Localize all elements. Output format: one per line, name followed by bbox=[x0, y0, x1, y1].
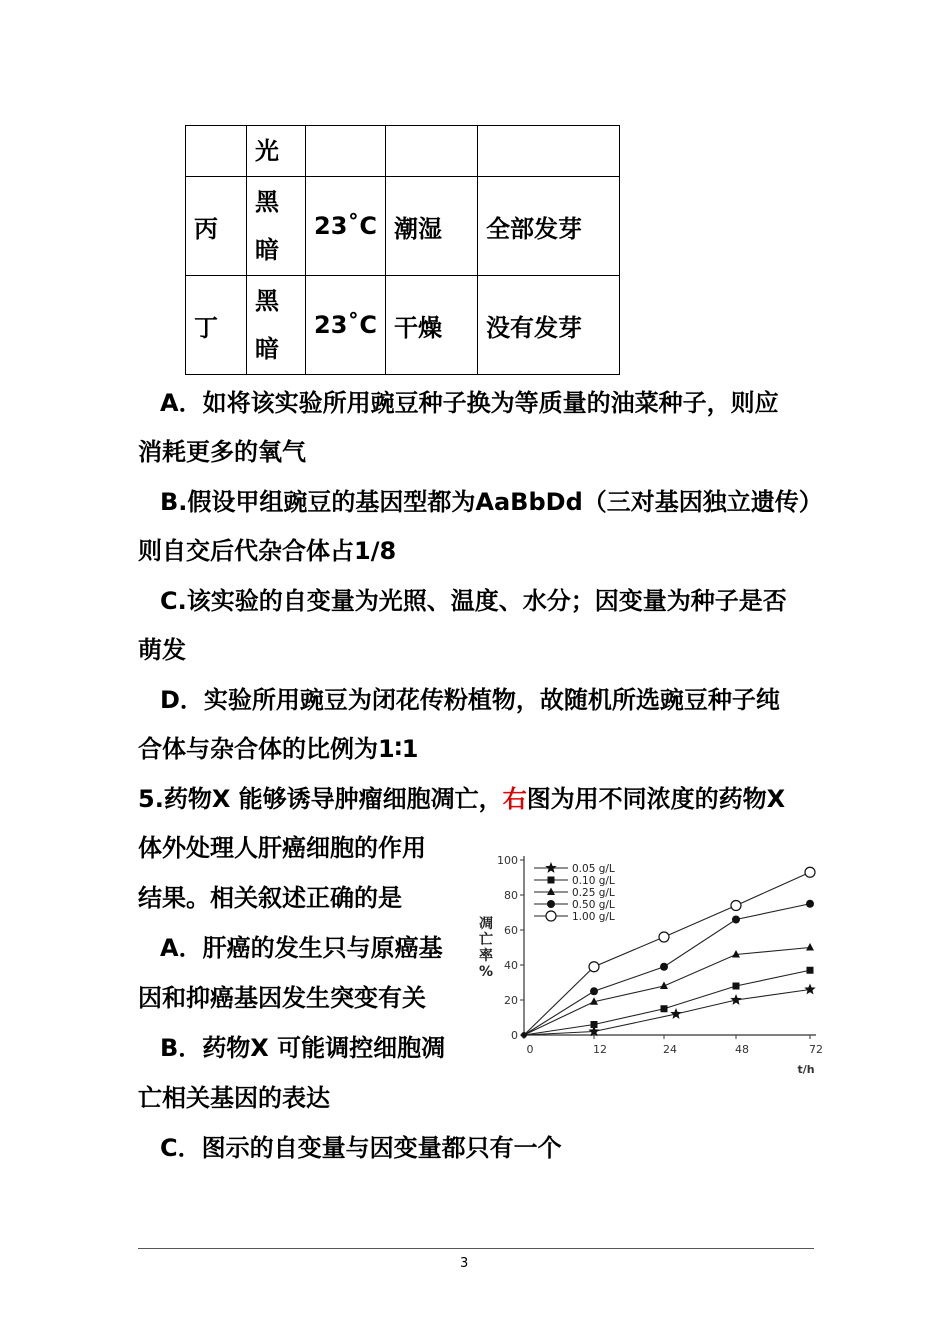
x-tick-label: 48 bbox=[735, 1043, 749, 1056]
series-line bbox=[524, 948, 810, 1036]
question-5-line3: 结果。相关叙述正确的是 bbox=[138, 884, 402, 912]
y-tick-label: 0 bbox=[511, 1029, 518, 1042]
option-a-line2: 消耗更多的氧气 bbox=[138, 438, 306, 466]
option-c-line1: C.该实验的自变量为光照、温度、水分；因变量为种子是否 bbox=[160, 587, 787, 615]
cell-text: 黑 bbox=[255, 287, 279, 315]
data-point bbox=[590, 987, 598, 995]
legend-label: 1.00 g/L bbox=[572, 911, 615, 923]
table-cell: 丙 bbox=[186, 177, 247, 276]
legend-marker bbox=[547, 888, 555, 896]
option-c-line2: 萌发 bbox=[138, 636, 186, 664]
table-cell bbox=[386, 126, 478, 177]
table-cell bbox=[247, 177, 306, 276]
data-point bbox=[659, 932, 669, 942]
table-cell bbox=[247, 276, 306, 375]
cell-text: 黑 bbox=[255, 188, 279, 216]
data-point bbox=[521, 1032, 527, 1038]
legend-label: 0.10 g/L bbox=[572, 875, 615, 887]
y-axis-label: 率 bbox=[479, 948, 493, 964]
data-point bbox=[731, 901, 741, 911]
y-tick-label: 100 bbox=[497, 854, 518, 867]
data-point bbox=[733, 983, 740, 990]
x-tick-label: 12 bbox=[593, 1043, 607, 1056]
table-cell: 23˚C bbox=[306, 177, 386, 276]
table-cell: 潮湿 bbox=[386, 177, 478, 276]
cell-text: 暗 bbox=[255, 236, 279, 264]
option-b-line2: 则自交后代杂合体占1/8 bbox=[138, 537, 397, 565]
data-point bbox=[661, 1005, 668, 1012]
legend-marker bbox=[546, 911, 556, 921]
page-number: 3 bbox=[460, 1256, 469, 1271]
data-point bbox=[732, 916, 740, 924]
table-row bbox=[186, 276, 620, 375]
table-row bbox=[186, 126, 620, 177]
y-axis-label: 凋 bbox=[479, 916, 493, 932]
apoptosis-line-chart bbox=[478, 848, 823, 1078]
x-tick-label: 0 bbox=[526, 1043, 534, 1056]
y-tick-label: 60 bbox=[504, 924, 518, 937]
footer-divider bbox=[138, 1248, 814, 1249]
q5-option-a-line1: A．肝癌的发生只与原癌基 bbox=[160, 934, 443, 962]
data-point bbox=[805, 867, 815, 877]
table-cell: 全部发芽 bbox=[478, 177, 620, 276]
legend-label: 0.05 g/L bbox=[572, 863, 615, 875]
data-point bbox=[804, 984, 815, 995]
table-row bbox=[186, 177, 620, 276]
legend-marker bbox=[545, 862, 556, 873]
data-point bbox=[730, 994, 741, 1005]
legend-marker bbox=[548, 877, 555, 884]
intro-highlight: 右 bbox=[502, 785, 527, 813]
intro-text: 5.药物X 能够诱导肿瘤细胞凋亡， bbox=[138, 785, 503, 813]
data-point bbox=[670, 1008, 681, 1019]
x-axis-label: t/h bbox=[797, 1063, 815, 1076]
table-cell bbox=[186, 126, 247, 177]
q5-option-b-line1: B．药物X 可能调控细胞凋 bbox=[160, 1034, 446, 1062]
q5-option-b-line2: 亡相关基因的表达 bbox=[138, 1084, 330, 1112]
legend-marker bbox=[547, 900, 555, 908]
table-cell bbox=[478, 126, 620, 177]
legend-label: 0.50 g/L bbox=[572, 899, 615, 911]
series-line bbox=[524, 970, 810, 1035]
data-point bbox=[591, 1021, 598, 1028]
option-d-line2: 合体与杂合体的比例为1∶1 bbox=[138, 735, 419, 763]
table-cell bbox=[306, 126, 386, 177]
legend-label: 0.25 g/L bbox=[572, 887, 615, 899]
option-b-line1: B.假设甲组豌豆的基因型都为AaBbDd（三对基因独立遗传） bbox=[160, 488, 823, 516]
data-point bbox=[806, 900, 814, 908]
option-a-line1: A．如将该实验所用豌豆种子换为等质量的油菜种子，则应 bbox=[160, 389, 779, 417]
y-tick-label: 20 bbox=[504, 994, 518, 1007]
y-tick-label: 80 bbox=[504, 889, 518, 902]
cell-text: 光 bbox=[255, 137, 279, 165]
y-axis-label: % bbox=[478, 964, 494, 980]
data-point bbox=[589, 962, 599, 972]
intro-text: 图为用不同浓度的药物X bbox=[526, 785, 786, 813]
y-axis-label: 亡 bbox=[479, 932, 493, 948]
option-d-line1: D．实验所用豌豆为闭花传粉植物，故随机所选豌豆种子纯 bbox=[160, 686, 780, 714]
q5-option-a-line2: 因和抑癌基因发生突变有关 bbox=[138, 984, 426, 1012]
q5-option-c-line1: C．图示的自变量与因变量都只有一个 bbox=[160, 1134, 562, 1162]
data-point bbox=[807, 967, 814, 974]
question-5-line2: 体外处理人肝癌细胞的作用 bbox=[138, 834, 426, 862]
x-tick-label: 72 bbox=[809, 1043, 823, 1056]
y-tick-label: 40 bbox=[504, 959, 518, 972]
table-cell: 干燥 bbox=[386, 276, 478, 375]
x-tick-label: 24 bbox=[663, 1043, 677, 1056]
question-5-intro bbox=[138, 784, 785, 814]
data-point bbox=[806, 943, 814, 951]
table-cell bbox=[247, 126, 306, 177]
cell-text: 暗 bbox=[255, 335, 279, 363]
data-point bbox=[660, 963, 668, 971]
table-cell: 23˚C bbox=[306, 276, 386, 375]
table-cell: 丁 bbox=[186, 276, 247, 375]
experiment-table bbox=[185, 125, 620, 375]
table-cell: 没有发芽 bbox=[478, 276, 620, 375]
